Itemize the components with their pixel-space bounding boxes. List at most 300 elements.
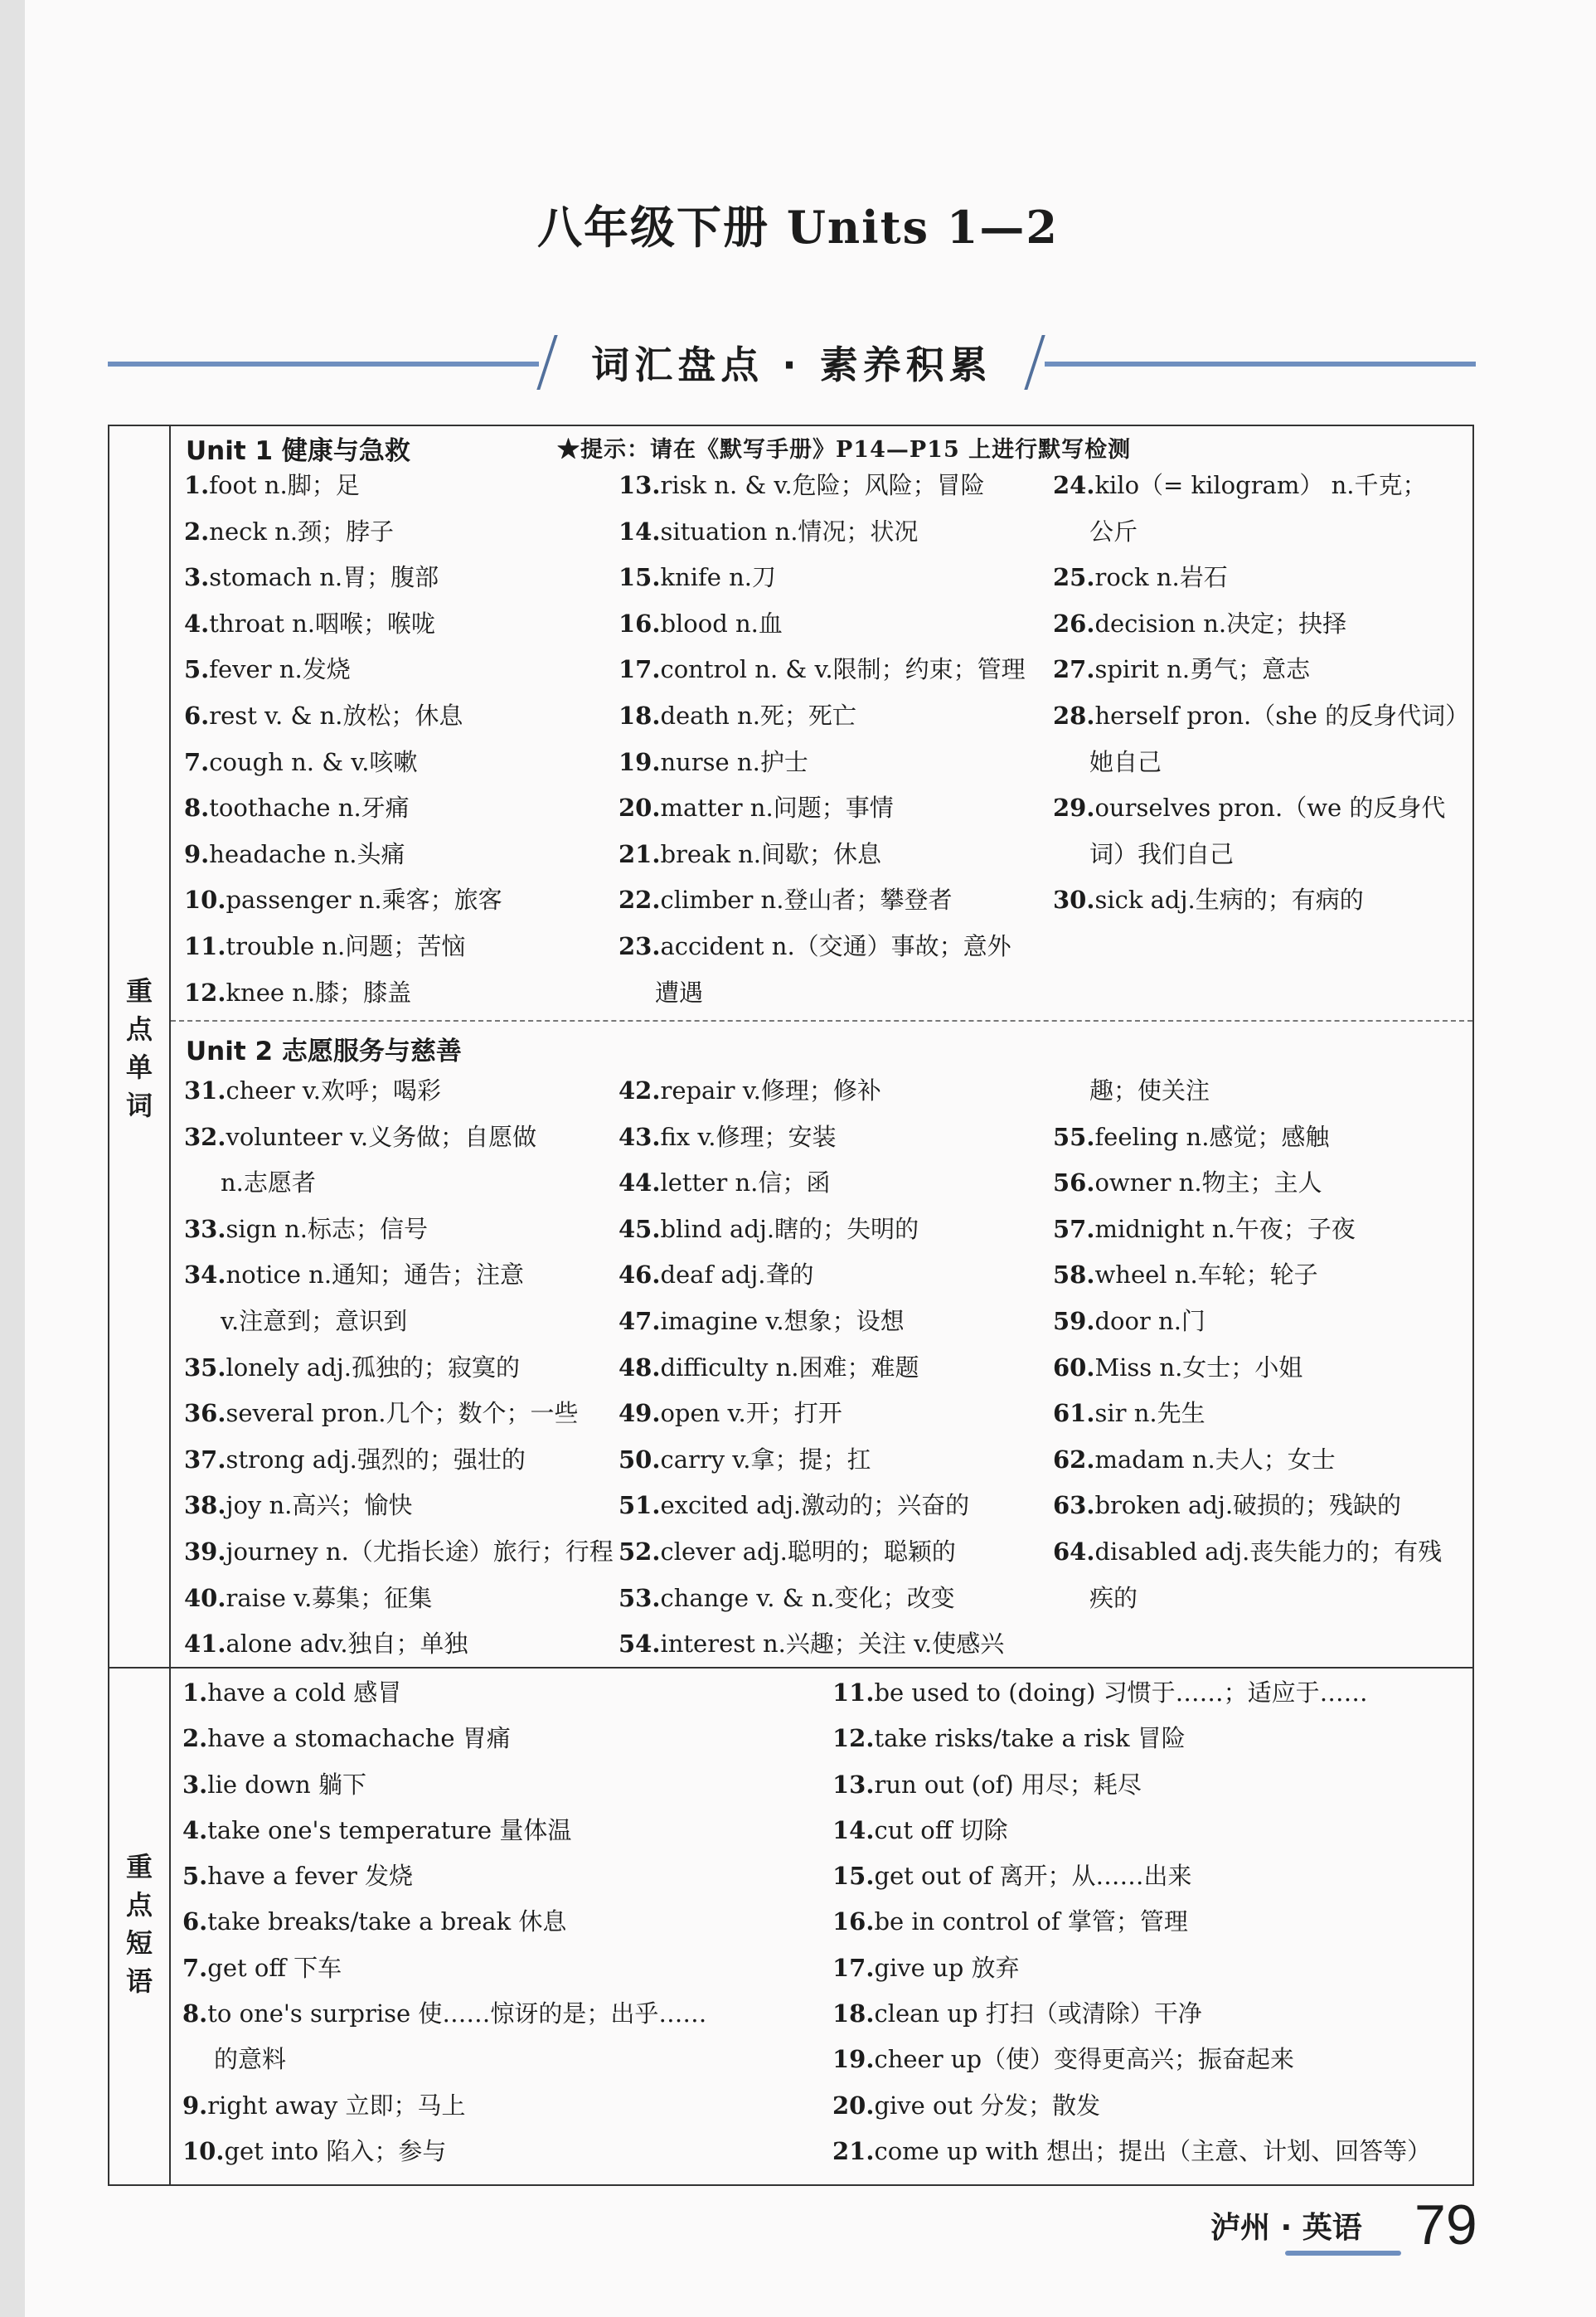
vocab-item — [1053, 877, 1467, 924]
item-number: 18. — [832, 1999, 875, 2028]
vocab-item — [184, 785, 615, 832]
key-words-box — [108, 425, 1474, 1669]
item-number: 56. — [1053, 1168, 1095, 1197]
vocab-item — [184, 1252, 615, 1299]
item-text: wheel n.车轮；轮子 — [1094, 1261, 1318, 1290]
item-number: 7. — [184, 747, 210, 776]
item-text: take one's temperature 量体温 — [207, 1815, 572, 1844]
vocab-item — [619, 877, 1050, 924]
item-number: 3. — [182, 1770, 208, 1799]
item-text: situation n.情况；状况 — [660, 517, 919, 546]
item-number: 32. — [184, 1122, 226, 1151]
phrase-item — [182, 2083, 821, 2129]
vocab-item — [184, 647, 615, 693]
page-footer — [1210, 2193, 1477, 2264]
phrase-item — [832, 1945, 1471, 1991]
item-number: 59. — [1053, 1306, 1095, 1335]
item-text: letter n.信；函 — [660, 1168, 831, 1197]
item-text: be in control of 掌管；管理 — [874, 1907, 1188, 1936]
vocab-item — [619, 740, 1050, 786]
section-banner — [108, 332, 1476, 398]
vocab-item — [619, 509, 1050, 556]
item-text: kilo（= kilogram） n.千克； — [1094, 471, 1427, 499]
item-text: rock n.岩石 — [1094, 563, 1228, 592]
item-number: 16. — [832, 1907, 875, 1936]
key-words-side-column — [109, 426, 171, 1667]
vocab-item — [1053, 555, 1467, 601]
vocab-item — [1053, 1391, 1467, 1437]
unit2-heading: Unit 2 志愿服务与慈善 — [186, 1037, 462, 1066]
vocab-item — [184, 970, 615, 1017]
item-number: 6. — [184, 701, 210, 730]
phrases-column-1 — [182, 1670, 821, 2174]
item-number: 47. — [619, 1306, 661, 1335]
item-text: have a stomachache 胃痛 — [207, 1724, 511, 1753]
item-text: get out of 离开；从……出来 — [874, 1862, 1192, 1891]
item-number: 13. — [619, 471, 661, 499]
item-number: 39. — [184, 1537, 226, 1566]
item-text: toothache n.牙痛 — [209, 794, 410, 823]
page-edge-shadow — [0, 0, 25, 2317]
phrase-item — [182, 2129, 821, 2174]
item-text: imagine v.想象；设想 — [660, 1306, 905, 1335]
item-text: throat n.咽喉；喉咙 — [209, 609, 435, 638]
vocab-item — [1053, 1437, 1467, 1484]
item-text: 疾的 — [1089, 1583, 1138, 1612]
item-number: 10. — [184, 886, 226, 915]
item-number: 1. — [184, 471, 210, 499]
side-label-char: 点 — [125, 1889, 153, 1921]
item-number: 53. — [619, 1583, 661, 1612]
item-number: 63. — [1053, 1491, 1095, 1520]
vocab-item — [619, 693, 1050, 740]
phrase-item — [832, 2037, 1471, 2082]
item-number: 19. — [832, 2045, 875, 2074]
item-number: 20. — [619, 794, 661, 823]
item-number: 7. — [182, 1953, 208, 1982]
item-number: 1. — [182, 1678, 208, 1707]
item-text: sign n.标志；信号 — [226, 1214, 428, 1243]
phrase-item — [832, 1899, 1471, 1945]
item-number: 64. — [1053, 1537, 1095, 1566]
item-text: 的意料 — [214, 2045, 287, 2074]
item-text: cough n. & v.咳嗽 — [209, 747, 418, 776]
item-text: have a fever 发烧 — [207, 1862, 414, 1891]
item-text: come up with 想出；提出（主意、计划、回答等） — [874, 2136, 1432, 2165]
item-text: v.注意到；意识到 — [221, 1306, 408, 1335]
item-number: 44. — [619, 1168, 661, 1197]
item-number: 25. — [1053, 563, 1095, 592]
item-number: 37. — [184, 1445, 226, 1474]
item-text: 遭遇 — [655, 978, 704, 1007]
vocab-item-continuation — [184, 1160, 615, 1207]
vocab-item — [619, 924, 1050, 970]
item-text: herself pron.（she 的反身代词） — [1094, 701, 1470, 730]
item-number: 57. — [1053, 1214, 1095, 1243]
item-number: 18. — [619, 701, 661, 730]
vocab-item — [619, 1207, 1050, 1253]
item-text: deaf adj.聋的 — [660, 1261, 814, 1290]
vocab-item — [184, 509, 615, 556]
item-text: lie down 躺下 — [207, 1770, 366, 1799]
item-text: break n.间歇；休息 — [660, 839, 882, 868]
phrase-item — [832, 1853, 1471, 1899]
item-number: 62. — [1053, 1445, 1095, 1474]
item-number: 51. — [619, 1491, 661, 1520]
item-text: climber n.登山者；攀登者 — [660, 886, 953, 915]
item-text: clever adj.聪明的；聪颖的 — [660, 1537, 956, 1566]
banner-line-right — [1045, 362, 1476, 367]
item-number: 16. — [619, 609, 661, 638]
item-text: notice n.通知；通告；注意 — [226, 1261, 525, 1290]
item-text: cheer v.欢呼；喝彩 — [226, 1076, 441, 1105]
phrase-item — [832, 1762, 1471, 1808]
item-text: knife n.刀 — [660, 563, 776, 592]
vocab-item — [619, 555, 1050, 601]
item-number: 5. — [184, 655, 210, 684]
vocab-item — [619, 1529, 1050, 1576]
item-text: take risks/take a risk 冒险 — [874, 1724, 1186, 1753]
vocab-item-continuation — [1053, 740, 1467, 786]
item-text: 公斤 — [1089, 517, 1138, 546]
item-text: stomach n.胃；腹部 — [209, 563, 439, 592]
item-text: blind adj.瞎的；失明的 — [660, 1214, 919, 1243]
item-number: 40. — [184, 1583, 226, 1612]
item-text: excited adj.激动的；兴奋的 — [660, 1491, 970, 1520]
item-number: 22. — [619, 886, 661, 915]
vocab-item — [1053, 693, 1470, 740]
item-number: 41. — [184, 1630, 226, 1659]
section-title: 词汇盘点 · 素养积累 — [591, 342, 992, 387]
item-text: control n. & v.限制；约束；管理 — [660, 655, 1026, 684]
vocab-item — [619, 1621, 1050, 1668]
item-number: 13. — [832, 1770, 875, 1799]
unit1-heading: Unit 1 健康与急救 — [186, 436, 410, 466]
item-text: right away 立即；马上 — [207, 2091, 466, 2120]
vocab-item — [184, 1345, 615, 1392]
vocab-item — [184, 693, 615, 740]
unit2-column-3 — [1053, 1068, 1467, 1621]
item-text: death n.死；死亡 — [660, 701, 856, 730]
vocab-item — [1053, 601, 1467, 648]
phrase-item — [832, 1716, 1471, 1761]
item-number: 4. — [182, 1815, 208, 1844]
item-number: 60. — [1053, 1353, 1095, 1382]
side-label-char: 短 — [125, 1927, 153, 1959]
key-phrases-side-column — [109, 1667, 171, 2184]
item-number: 49. — [619, 1399, 661, 1428]
vocab-item — [184, 924, 615, 970]
vocab-item — [184, 1207, 615, 1253]
item-text: Miss n.女士；小姐 — [1094, 1353, 1303, 1382]
item-text: neck n.颈；脖子 — [209, 517, 395, 546]
item-text: raise v.募集；征集 — [226, 1583, 433, 1612]
side-label-char: 点 — [125, 1013, 153, 1045]
item-text: passenger n.乘客；旅客 — [226, 886, 502, 915]
vocab-item — [184, 1068, 615, 1115]
phrase-item-continuation — [182, 2037, 821, 2082]
item-text: n.志愿者 — [221, 1168, 316, 1197]
item-text: headache n.头痛 — [209, 839, 405, 868]
side-label-char: 单 — [125, 1052, 153, 1083]
item-text: fix v.修理；安装 — [660, 1122, 837, 1151]
item-number: 50. — [619, 1445, 661, 1474]
item-text: to one's surprise 使……惊讶的是；出乎…… — [207, 1999, 707, 2028]
item-text: clean up 打扫（或清除）干净 — [874, 1999, 1202, 2028]
item-text: get into 陷入；参与 — [224, 2136, 447, 2165]
item-text: 她自己 — [1089, 747, 1162, 776]
vocab-item — [184, 1576, 615, 1622]
item-number: 31. — [184, 1076, 226, 1105]
phrase-item — [182, 1670, 821, 1716]
item-text: matter n.问题；事情 — [660, 794, 894, 823]
item-number: 27. — [1053, 655, 1095, 684]
item-text: owner n.物主；主人 — [1094, 1168, 1322, 1197]
item-text: lonely adj.孤独的；寂寞的 — [226, 1353, 520, 1382]
item-text: sick adj.生病的；有病的 — [1094, 886, 1364, 915]
item-text: cut off 切除 — [874, 1815, 1008, 1844]
item-number: 12. — [832, 1724, 875, 1753]
vocab-item — [184, 877, 615, 924]
item-number: 8. — [184, 794, 210, 823]
item-number: 55. — [1053, 1122, 1095, 1151]
item-text: ourselves pron.（we 的反身代 — [1094, 794, 1446, 823]
item-number: 8. — [182, 1999, 208, 2028]
hint-text: ★提示：请在《默写手册》P14—P15 上进行默写检测 — [557, 437, 1132, 463]
phrase-item — [182, 1945, 821, 1991]
side-label-char: 语 — [125, 1965, 153, 1997]
item-text: repair v.修理；修补 — [660, 1076, 881, 1105]
item-number: 23. — [619, 931, 661, 960]
item-text: feeling n.感觉；感触 — [1094, 1122, 1330, 1151]
item-text: door n.门 — [1094, 1306, 1205, 1335]
phrase-item — [182, 1899, 821, 1945]
vocab-item — [184, 555, 615, 601]
vocab-item — [619, 647, 1050, 693]
footer-underline — [1285, 2251, 1401, 2256]
page-title: 八年级下册 Units 1—2 — [537, 201, 1059, 254]
item-text: journey n.（尤指长途）旅行；行程 — [226, 1537, 614, 1566]
banner-line-left — [108, 362, 539, 367]
item-text: 趣；使关注 — [1089, 1076, 1210, 1105]
vocab-item-continuation — [184, 1299, 615, 1345]
phrases-column-2 — [832, 1670, 1471, 2174]
item-number: 35. — [184, 1353, 226, 1382]
vocab-item — [1053, 463, 1467, 509]
item-number: 12. — [184, 978, 226, 1007]
vocab-item — [619, 601, 1050, 648]
item-number: 4. — [184, 609, 210, 638]
phrase-item — [182, 1716, 821, 1761]
item-number: 15. — [619, 563, 661, 592]
item-text: have a cold 感冒 — [207, 1678, 402, 1707]
item-number: 52. — [619, 1537, 661, 1566]
item-number: 34. — [184, 1261, 226, 1290]
unit2-column-1 — [184, 1068, 615, 1668]
item-text: change v. & n.变化；改变 — [660, 1583, 955, 1612]
item-number: 19. — [619, 747, 661, 776]
vocab-item — [619, 1576, 1050, 1622]
item-text: accident n.（交通）事故；意外 — [660, 931, 1011, 960]
vocab-item — [619, 1483, 1050, 1529]
item-number: 15. — [832, 1862, 875, 1891]
item-text: knee n.膝；膝盖 — [226, 978, 412, 1007]
item-text: rest v. & n.放松；休息 — [209, 701, 463, 730]
vocab-item — [184, 1437, 615, 1484]
vocab-item — [619, 463, 1050, 509]
vocab-item — [1053, 1345, 1467, 1392]
item-number: 10. — [182, 2136, 225, 2165]
item-text: several pron.几个；数个；一些 — [226, 1399, 579, 1428]
item-number: 11. — [832, 1678, 875, 1707]
item-number: 14. — [619, 517, 661, 546]
item-number: 14. — [832, 1815, 875, 1844]
item-number: 26. — [1053, 609, 1095, 638]
item-text: trouble n.问题；苦恼 — [226, 931, 466, 960]
vocab-item-continuation — [1053, 509, 1467, 556]
vocab-item — [1053, 1299, 1467, 1345]
item-number: 61. — [1053, 1399, 1095, 1428]
phrase-item — [832, 1808, 1471, 1853]
vocab-item-continuation — [1053, 1576, 1467, 1622]
item-text: give out 分发；散发 — [874, 2091, 1101, 2120]
item-number: 33. — [184, 1214, 226, 1243]
banner-slash-left — [536, 335, 557, 390]
item-number: 42. — [619, 1076, 661, 1105]
item-number: 9. — [184, 839, 210, 868]
unit1-column-1 — [184, 463, 615, 1016]
item-text: take breaks/take a break 休息 — [207, 1907, 567, 1936]
item-number: 46. — [619, 1261, 661, 1290]
phrase-item — [182, 1762, 821, 1808]
item-number: 38. — [184, 1491, 226, 1520]
item-number: 9. — [182, 2091, 208, 2120]
item-text: midnight n.午夜；子夜 — [1094, 1214, 1356, 1243]
vocab-item — [184, 1529, 615, 1576]
item-text: cheer up（使）变得更高兴；振奋起来 — [874, 2045, 1295, 2074]
item-number: 3. — [184, 563, 210, 592]
phrase-item — [832, 1670, 1471, 1716]
vocab-item — [1053, 785, 1467, 832]
item-number: 58. — [1053, 1261, 1095, 1290]
side-label-char: 重 — [125, 1851, 153, 1882]
vocab-item — [619, 1252, 1050, 1299]
vocab-item — [184, 832, 615, 878]
unit1-column-3 — [1053, 463, 1470, 924]
item-text: interest n.兴趣；关注 v.使感兴 — [660, 1630, 1005, 1659]
item-text: strong adj.强烈的；强壮的 — [226, 1445, 526, 1474]
vocab-item-continuation — [1053, 832, 1467, 878]
item-text: 词）我们自己 — [1089, 839, 1235, 868]
side-label-char: 重 — [125, 975, 153, 1007]
item-text: open v.开；打开 — [660, 1399, 842, 1428]
item-text: volunteer v.义务做；自愿做 — [226, 1122, 537, 1151]
side-label-char: 词 — [125, 1090, 153, 1121]
vocab-item — [619, 1299, 1050, 1345]
unit1-column-2 — [619, 463, 1050, 1016]
item-number: 11. — [184, 931, 226, 960]
vocab-item — [619, 1437, 1050, 1484]
vocab-item — [1053, 1115, 1467, 1161]
footer-label: 泸州 · 英语 — [1210, 2211, 1362, 2245]
item-text: madam n.夫人；女士 — [1094, 1445, 1336, 1474]
item-text: difficulty n.困难；难题 — [660, 1353, 919, 1382]
vocab-item — [619, 1391, 1050, 1437]
vocab-item-continuation — [619, 970, 1050, 1017]
vocab-item — [1053, 1160, 1467, 1207]
phrase-item — [832, 2083, 1471, 2129]
item-text: sir n.先生 — [1094, 1399, 1205, 1428]
item-number: 45. — [619, 1214, 661, 1243]
item-number: 29. — [1053, 794, 1095, 823]
vocab-item — [1053, 1252, 1467, 1299]
phrase-item — [182, 1853, 821, 1899]
item-number: 6. — [182, 1907, 208, 1936]
phrase-item — [832, 1991, 1471, 2037]
item-text: carry v.拿；提；扛 — [660, 1445, 871, 1474]
item-text: get off 下车 — [207, 1953, 342, 1982]
vocab-item — [184, 1483, 615, 1529]
item-text: nurse n.护士 — [660, 747, 808, 776]
item-number: 20. — [832, 2091, 875, 2120]
vocab-item — [1053, 1207, 1467, 1253]
vocab-item — [184, 601, 615, 648]
vocab-item — [184, 1391, 615, 1437]
phrase-item — [182, 1991, 821, 2037]
vocab-item — [619, 832, 1050, 878]
item-text: run out (of) 用尽；耗尽 — [874, 1770, 1142, 1799]
unit2-column-2 — [619, 1068, 1050, 1668]
vocab-item — [184, 740, 615, 786]
item-text: foot n.脚；足 — [209, 471, 360, 499]
item-text: decision n.决定；抉择 — [1094, 609, 1347, 638]
item-number: 48. — [619, 1353, 661, 1382]
item-number: 21. — [619, 839, 661, 868]
vocab-item — [619, 1068, 1050, 1115]
page-number: 79 — [1414, 2193, 1477, 2256]
item-number: 17. — [832, 1953, 875, 1982]
vocab-item — [1053, 1483, 1467, 1529]
item-text: broken adj.破损的；残缺的 — [1094, 1491, 1402, 1520]
vocab-item — [1053, 647, 1467, 693]
item-number: 21. — [832, 2136, 875, 2165]
vocab-item — [184, 463, 615, 509]
item-number: 43. — [619, 1122, 661, 1151]
item-number: 54. — [619, 1630, 661, 1659]
item-text: be used to (doing) 习惯于……；适应于…… — [874, 1678, 1368, 1707]
item-text: spirit n.勇气；意志 — [1094, 655, 1311, 684]
item-number: 2. — [184, 517, 210, 546]
item-number: 2. — [182, 1724, 208, 1753]
item-number: 30. — [1053, 886, 1095, 915]
item-number: 5. — [182, 1862, 208, 1891]
item-text: joy n.高兴；愉快 — [226, 1491, 413, 1520]
item-number: 36. — [184, 1399, 226, 1428]
item-text: alone adv.独自；单独 — [226, 1630, 468, 1659]
phrase-item — [832, 2129, 1471, 2174]
vocab-item — [619, 1345, 1050, 1392]
item-text: give up 放弃 — [874, 1953, 1020, 1982]
item-number: 17. — [619, 655, 661, 684]
vocab-item-continuation — [1053, 1068, 1467, 1115]
item-text: blood n.血 — [660, 609, 783, 638]
vocab-item — [619, 1160, 1050, 1207]
vocab-item — [184, 1115, 615, 1161]
vocab-item — [184, 1621, 615, 1668]
item-text: fever n.发烧 — [209, 655, 351, 684]
unit-separator — [171, 1020, 1472, 1022]
vocab-item — [619, 785, 1050, 832]
